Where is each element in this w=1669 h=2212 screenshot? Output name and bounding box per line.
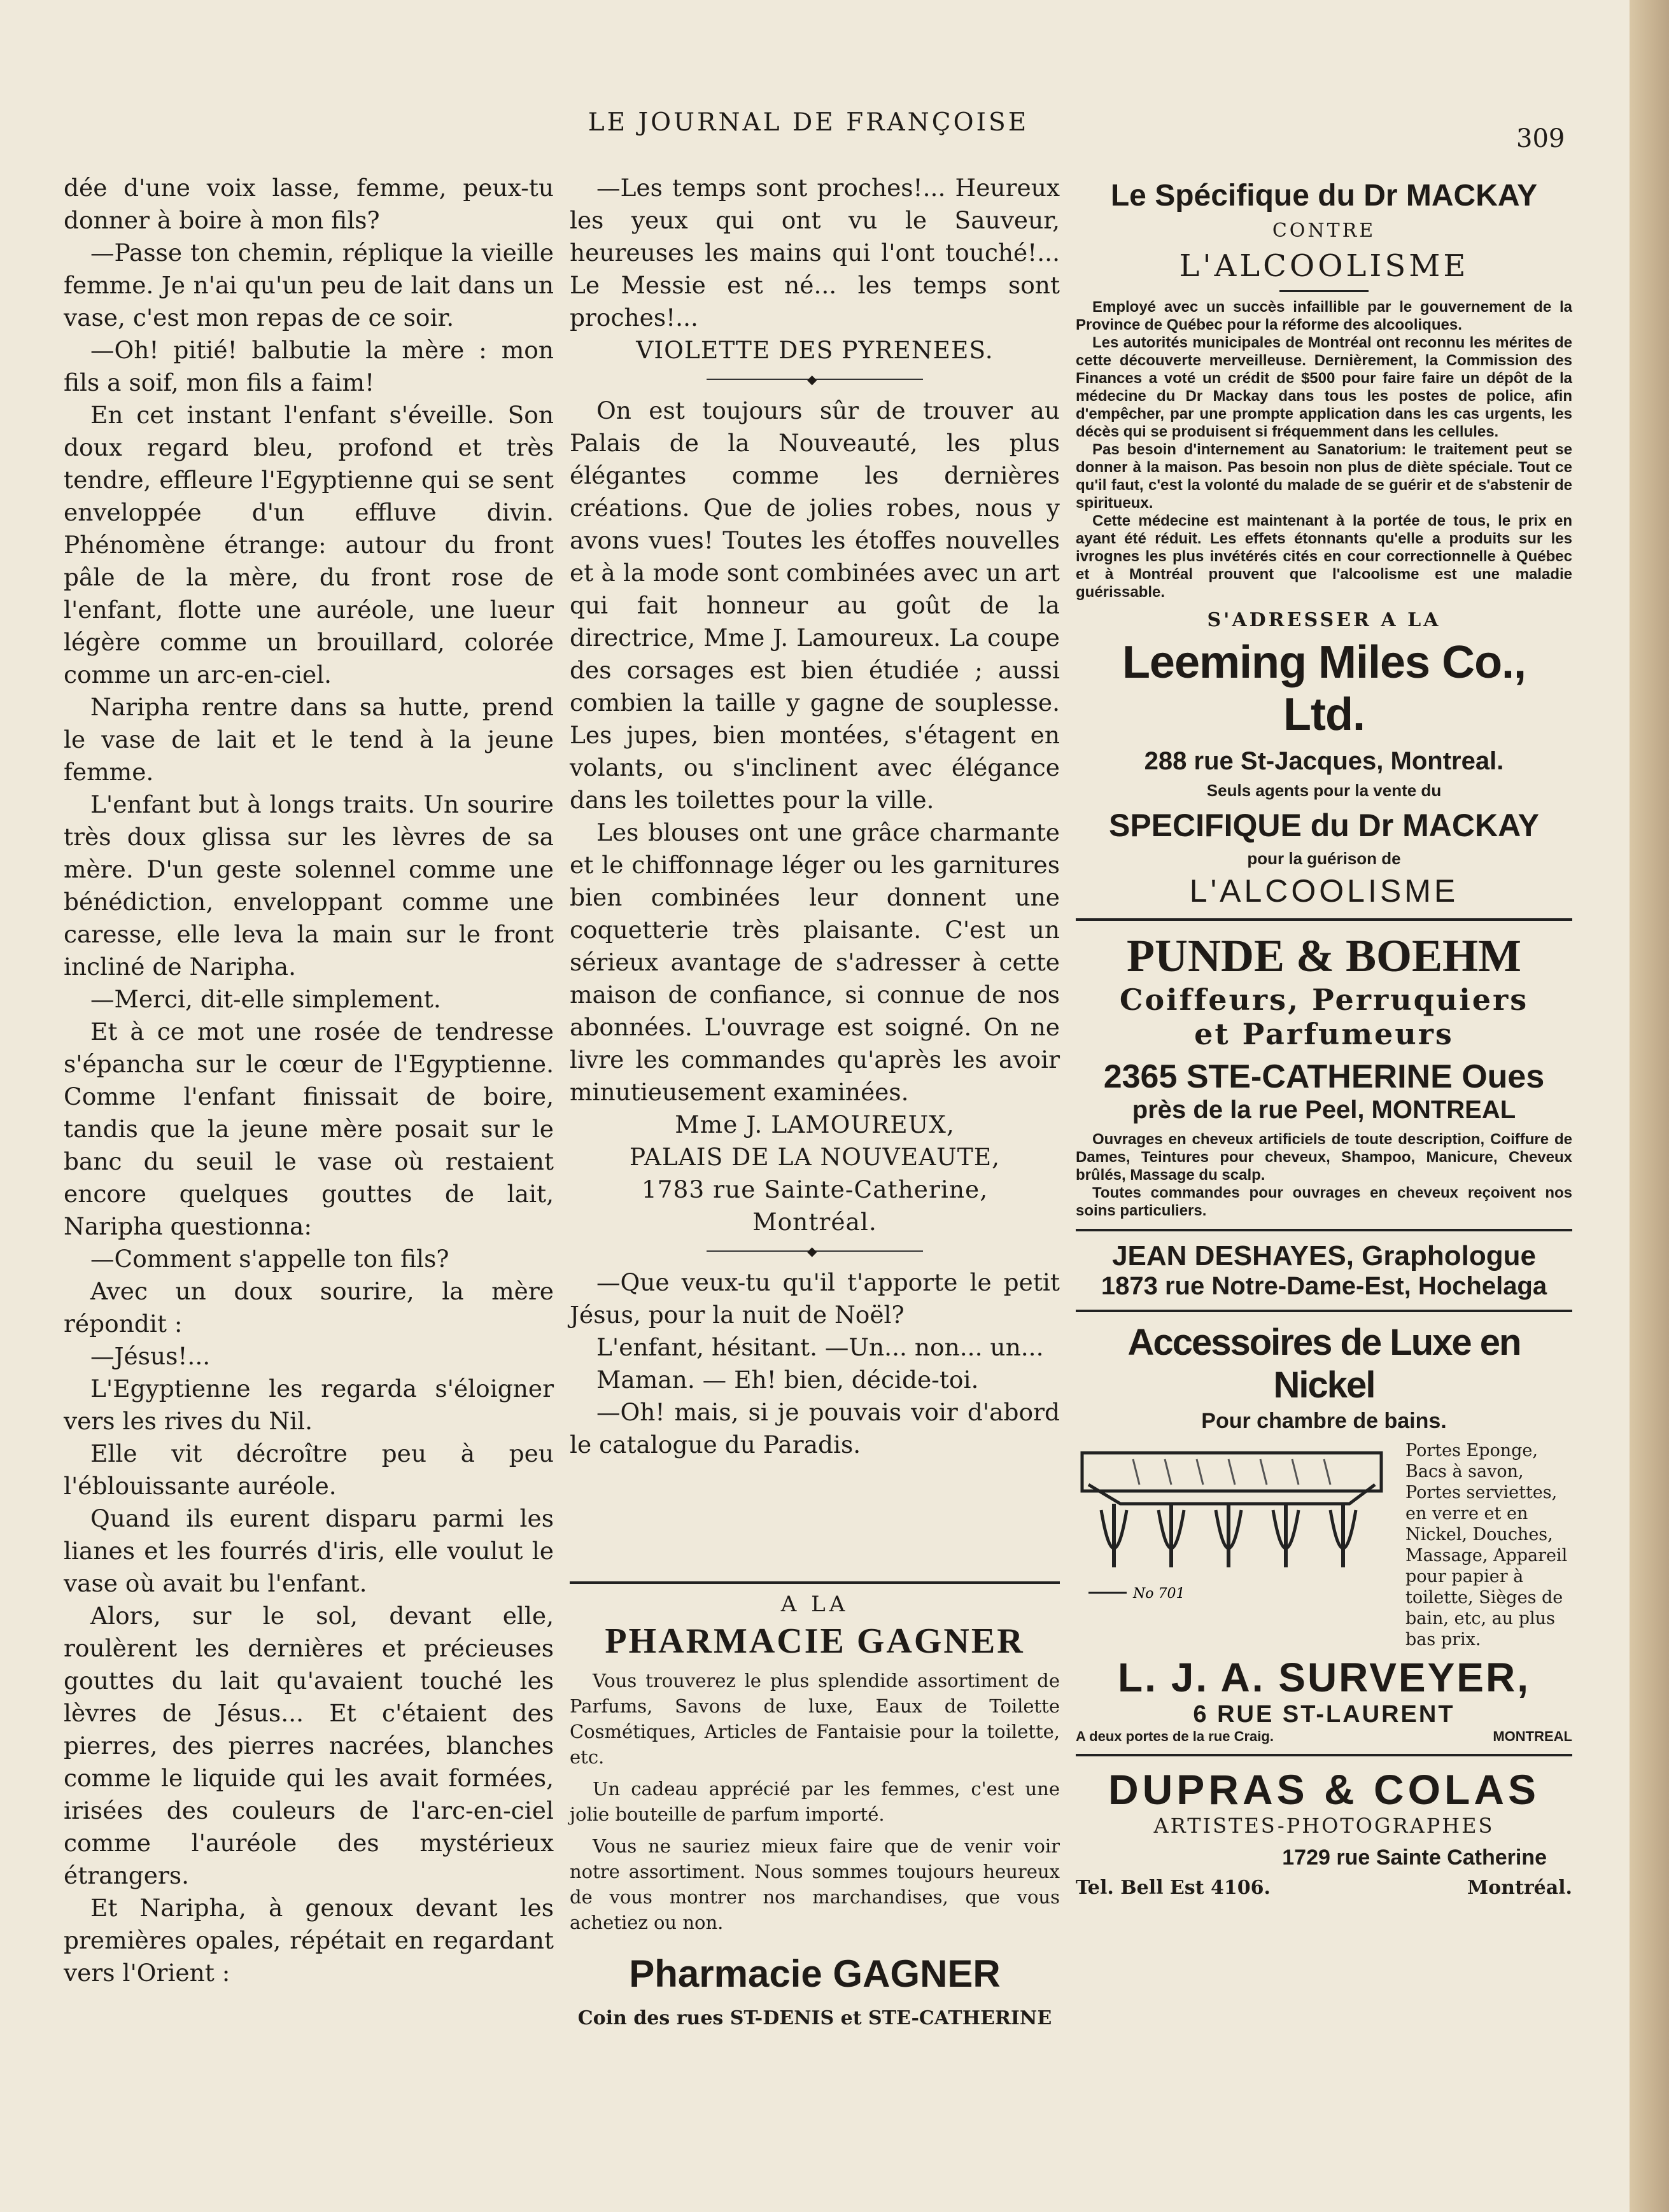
divider [1076,1754,1572,1756]
ad-heading: Coiffeurs, Perruquiers [1119,983,1529,1017]
ad-body [1076,1131,1572,1220]
ad-title: PHARMACIE GAGNER [605,1621,1025,1661]
ad-address: 1729 rue Sainte Catherine [1282,1845,1547,1870]
ad-paragraph: Employé avec un succès infaillible par le gouvernement de la Province de Québec pour la réforme des alcooliques. [1076,298,1572,333]
company-name: DUPRAS & COLAS [1108,1766,1540,1813]
paragraph: Naripha rentre dans sa hutte, prend le vase de lait et le tend à la jeune femme. [64,693,554,786]
ad-body [1076,298,1572,601]
story-column-2 [570,172,1060,1461]
bath-accessory-row [1076,1440,1572,1650]
paragraph: —Les temps sont proches!... Heureux les yeux qui ont vu le Sauveur, heureuses les mains qui l'ont touché!... Le Messie est né... les temps sont proches!... [570,174,1060,332]
paragraph: Maman. — Eh! bien, décide-toi. [596,1366,979,1394]
ad-text: MONTREAL [1493,1728,1572,1744]
journal-title: LE JOURNAL DE FRANÇOISE [588,108,1029,137]
paragraph: Alors, sur le sol, devant elle, roulèrent les dernières et précieuses gouttes du lait qu'avaient touché les lèvres de Jésus... Et c'étaient des pierres, des pierres nacrées, blanches comme le liquide qui les avait formées, irisées des couleurs de l'arc-en-ciel comme l'auréole des mystérieux étrangers. [64,1602,554,1889]
page-number: 309 [1516,124,1565,153]
ad-label: CONTRE [1272,220,1376,242]
ad-subtitle: Pour chambre de bains. [1201,1409,1447,1433]
company-name: PUNDE & BOEHM [1127,930,1521,981]
ad-label: S'ADRESSER A LA [1207,609,1441,631]
ad-title: Le Spécifique du Dr MACKAY [1110,179,1538,213]
ad-address: près de la rue Peel, MONTREAL [1132,1096,1516,1124]
ad-text: Portes Eponge, Bacs à savon, Portes serviettes, en verre et en Nickel, Douches, Massage, Appareil pour papier à toilette, Sièges de bain, etc, au plus bas prix. [1405,1441,1568,1649]
address-line: 1783 rue Sainte-Catherine, [641,1175,989,1203]
paragraph: —Passe ton chemin, réplique la vieille femme. Je n'ai qu'un peu de lait dans un vase, c'est mon repas de ce soir. [64,239,554,332]
ad-paragraph: Vous ne sauriez mieux faire que de venir voir notre assortiment. Nous sommes toujours heureux de vous montrer nos marchandises, que vous achetiez ou non. [570,1835,1060,1933]
address-line: Mme J. LAMOUREUX, [675,1110,955,1138]
ad-paragraph: Pas besoin d'internement au Sanatorium: le traitement peut se donner à la maison. Pas besoin non plus de diète spéciale. Tout ce qu'il faut, c'est la volonté du malade de se guérir et de s'abstenir de spiritueux. [1076,441,1572,512]
paragraph: —Que veux-tu qu'il t'apporte le petit Jésus, pour la nuit de Noël? [570,1268,1060,1329]
ad-text: Montréal. [1467,1877,1572,1899]
ad-text: A deux portes de la rue Craig. [1076,1728,1274,1744]
soap-dish-icon [1076,1440,1394,1631]
address-line: Montréal. [752,1208,877,1236]
item-number: No 701 [1133,1586,1185,1602]
ad-paragraph: Vous trouverez le plus splendide assortiment de Parfums, Savons de luxe, Eaux de Toilette Cosmétiques, Articles de Fantaisie pour la toilette, etc. [570,1670,1060,1768]
ad-address: 2365 STE-CATHERINE Oues [1103,1058,1545,1095]
paragraph: L'enfant but à longs traits. Un sourire très doux glissa sur les lèvres de sa mère. D'un geste solennel comme une bénédiction, enveloppant comme une caresse, elle leva la main sur le front incliné de Naripha. [64,790,554,981]
paragraph: On est toujours sûr de trouver au Palais de la Nouveauté, les plus élégantes comme les dernières créations. Que de jolies robes, nous y avons vues! Toutes les étoffes nouvelles et à la mode sont combinées avec un art qui fait honneur au goût de la directrice, Mme J. Lamoureux. La coupe des corsages est bien étudiée ; aussi combien la taille y gagne de souplesse. Les jupes, bien montées, s'étagent en volants, ou s'inclinent avec élégance dans les toilettes pour la ville. [570,396,1060,814]
ad-paragraph: Ouvrages en cheveux artificiels de toute description, Coiffure de Dames, Teintures pour cheveux, Shampoo, Manicure, Cheveux brûlés, Massage du scalp. [1076,1131,1572,1184]
paragraph: —Merci, dit-elle simplement. [90,985,441,1013]
paragraph: Et à ce mot une rosée de tendresse s'épancha sur le cœur de l'Egyptienne. Comme l'enfant finissait de boire, tandis que la jeune mère posait sur le banc du seuil le vase où restaient encore quelques gouttes de lait, Naripha questionna: [64,1018,554,1240]
ad-heading: L'ALCOOLISME [1179,248,1469,284]
paragraph: Les blouses ont une grâce charmante et le chiffonnage léger ou les garnitures bien combinées leur donnent une coquetterie très plaisante. C'est un sérieux avantage de s'adresser à cette maison de confiance, si connue de nos abonnées. L'ouvrage est soigné. On ne livre les commandes qu'après les avoir minutieusement examinées. [570,818,1060,1106]
pharmacie-gagner-ad [570,1581,1060,2029]
company-address: 288 rue St-Jacques, Montreal. [1144,747,1504,775]
ad-text: Seuls agents pour la vente du [1206,781,1442,800]
paragraph: L'enfant, hésitant. —Un... non... un... [596,1333,1044,1361]
ad-paragraph: Les autorités municipales de Montréal ont reconnu les mérites de cette découverte merveilleuse. Dernièrement, la Commission des Finances a voté un crédit de $500 pour faire faire un dépôt de la médecine du Dr Mackay dans tous les postes de police, afin d'empêcher, par une prompte application dans les cas urgents, les décès qui se produisent si fréquemment dans les cellules. [1076,334,1572,440]
ad-address: 1873 rue Notre-Dame-Est, Hochelaga [1101,1272,1547,1300]
ad-address: Coin des rues ST-DENIS et STE-CATHERINE [577,2007,1052,2029]
divider [1076,918,1572,921]
company-name: L. J. A. SURVEYER, [1118,1655,1530,1700]
ad-address: 6 RUE ST-LAURENT [1193,1701,1455,1728]
divider [1076,1310,1572,1312]
ad-title: Accessoires de Luxe en Nickel [1127,1322,1521,1406]
address-row [1076,1728,1572,1745]
ad-subtitle: ARTISTES-PHOTOGRAPHES [1153,1814,1495,1838]
author-signature: VIOLETTE DES PYRENEES. [636,336,994,364]
ornament-divider: ◆ [707,1243,923,1259]
paragraph: Avec un doux sourire, la mère répondit : [64,1277,554,1338]
advertisements-column [1076,178,1572,1899]
company-name: Leeming Miles Co., Ltd. [1122,637,1526,740]
page-edge [1630,0,1669,2212]
story-column-1 [64,172,554,1989]
ornament-divider: ◆ [707,372,923,387]
paragraph: Quand ils eurent disparu parmi les lianes et les fourrés d'iris, elle voulut le vase où avait bu l'enfant. [64,1504,554,1597]
ad-paragraph: Cette médecine est maintenant à la portée de tous, le prix en ayant été réduit. Les effets étonnants qu'elle a produits sur les ivrognes les plus invétérés cités en cour correctionnelle à Québec et à Montréal prouvent que l'alcoolisme est une maladie guérissable. [1076,512,1572,601]
ad-heading: SPECIFIQUE du Dr MACKAY [1108,808,1539,843]
paragraph: En cet instant l'enfant s'éveille. Son doux regard bleu, profond et très tendre, effleure l'Egyptienne qui se sent enveloppée d'un effluve divin. Phénomène étrange: autour du front pâle de la mère, du front rose de l'enfant, flotte une auréole, une lueur légère comme un brouillard, colorée comme un arc-en-ciel. [64,401,554,689]
ad-heading: L'ALCOOLISME [1189,873,1459,909]
telephone: Tel. Bell Est 4106. [1076,1877,1271,1899]
ad-paragraph: Un cadeau apprécié par les femmes, c'est une jolie bouteille de parfum importé. [570,1778,1060,1825]
paragraph: —Comment s'appelle ton fils? [90,1245,449,1273]
ad-text: pour la guérison de [1247,849,1401,868]
paragraph: Elle vit décroître peu à peu l'éblouissante auréole. [64,1439,554,1500]
divider [1076,1229,1572,1231]
ad-heading: et Parfumeurs [1194,1017,1454,1051]
paragraph: —Oh! pitié! balbutie la mère : mon fils a soif, mon fils a faim! [64,336,554,396]
paragraph: Et Naripha, à genoux devant les premières opales, répétait en regardant vers l'Orient : [64,1894,554,1987]
ad-brand: Pharmacie GAGNER [629,1952,1001,1995]
company-name: JEAN DESHAYES, Graphologue [1112,1240,1536,1271]
paragraph: —Oh! mais, si je pouvais voir d'abord le catalogue du Paradis. [570,1398,1060,1459]
paragraph: —Jésus!... [90,1342,211,1370]
paragraph: L'Egyptienne les regarda s'éloigner vers les rives du Nil. [64,1375,554,1435]
address-line: PALAIS DE LA NOUVEAUTE, [629,1143,1001,1171]
ad-paragraph: Toutes commandes pour ouvrages en cheveux reçoivent nos soins particuliers. [1076,1184,1572,1219]
paragraph: dée d'une voix lasse, femme, peux-tu donner à boire à mon fils? [64,174,554,234]
divider [1279,290,1369,292]
contact-row [1076,1877,1572,1899]
ad-label: A LA [780,1592,849,1617]
